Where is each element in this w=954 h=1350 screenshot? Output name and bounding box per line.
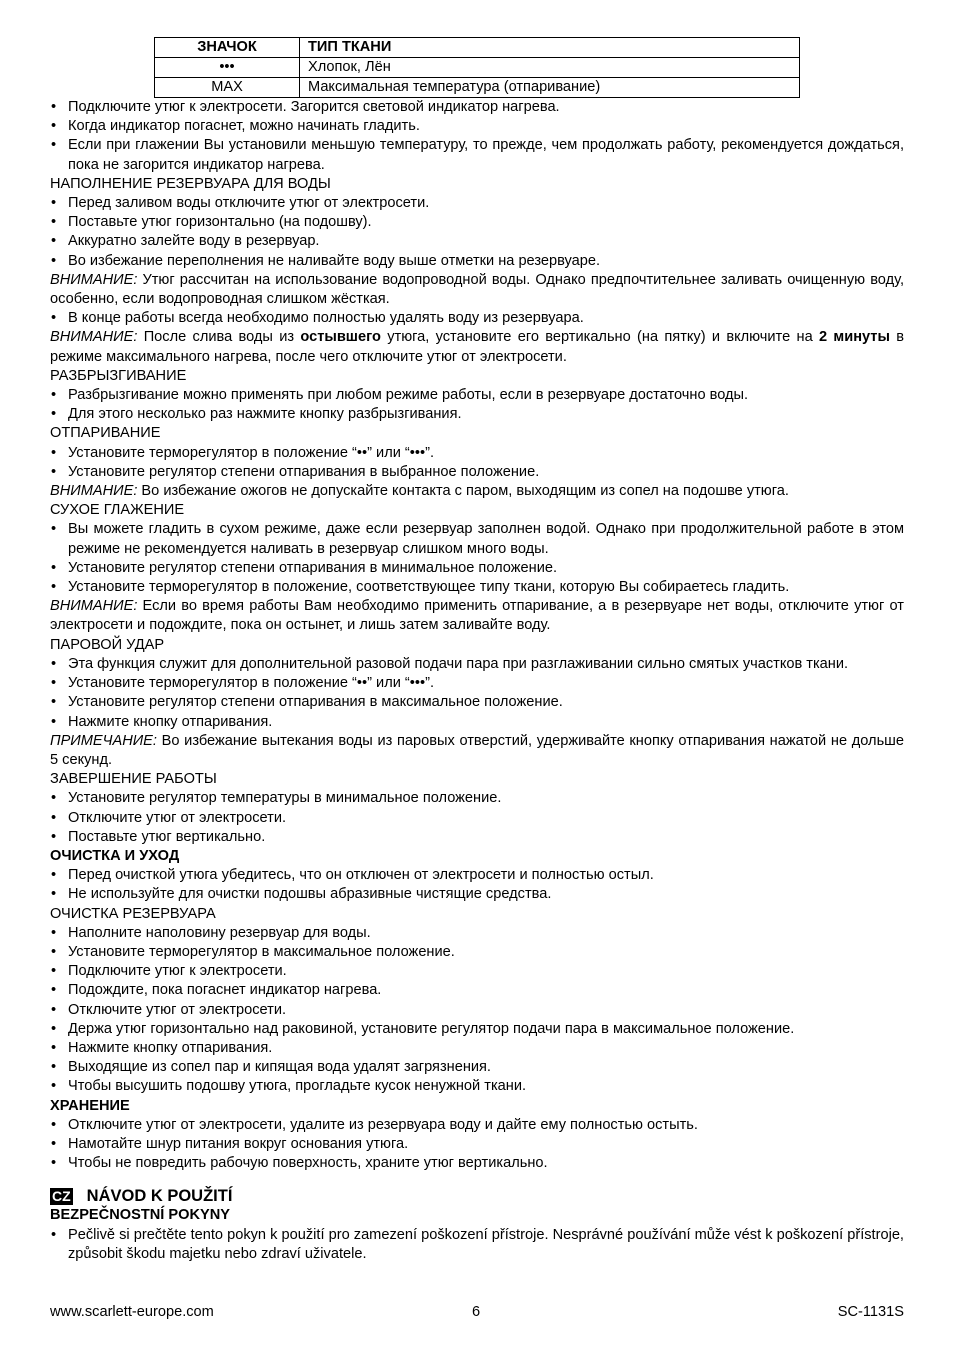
cz-list bbox=[50, 1226, 904, 1264]
note-text: в режиме максимального нагрева, после чего отключите утюг от электросети. bbox=[50, 329, 904, 365]
spraying-list bbox=[50, 386, 904, 424]
list-item: • Подключите утюг к электросети. Загорится световой индикатор нагрева. bbox=[50, 98, 904, 117]
list-item: • Подключите утюг к электросети. bbox=[50, 962, 904, 981]
list-item: • Установите терморегулятор в положение “••” или “•••”. bbox=[50, 674, 904, 693]
list-item: • Аккуратно залейте воду в резервуар. bbox=[50, 232, 904, 251]
list-item: • Во избежание переполнения не наливайте воду выше отметки на резервуаре. bbox=[50, 252, 904, 271]
section-heading: НАПОЛНЕНИЕ РЕЗЕРВУАРА ДЛЯ ВОДЫ bbox=[50, 175, 331, 192]
section-heading: ПАРОВОЙ УДАР bbox=[50, 636, 165, 653]
table-header-row bbox=[155, 38, 800, 58]
note-text: Во избежание ожогов не допускайте контакта с паром, выходящим из сопел на подошве утюга. bbox=[137, 483, 789, 500]
section-heading: СУХОЕ ГЛАЖЕНИЕ bbox=[50, 502, 185, 519]
tank-cleaning-list bbox=[50, 924, 904, 1097]
section-heading-bold: ХРАНЕНИЕ bbox=[50, 1097, 130, 1114]
list-item: • Отключите утюг от электросети. bbox=[50, 809, 904, 828]
section-heading: ОЧИСТКА РЕЗЕРВУАРА bbox=[50, 905, 216, 922]
list-item: • Перед очисткой утюга убедитесь, что он отключен от электросети и полностью остыл. bbox=[50, 866, 904, 885]
list-item: • Поставьте утюг горизонтально (на подошву). bbox=[50, 213, 904, 232]
list-item: • Установите терморегулятор в положение “••” или “•••”. bbox=[50, 444, 904, 463]
note-label: ВНИМАНИЕ: bbox=[50, 598, 138, 615]
note-label: ВНИМАНИЕ: bbox=[50, 329, 138, 346]
list-item: • Нажмите кнопку отпаривания. bbox=[50, 713, 904, 732]
list-item: • Перед заливом воды отключите утюг от электросети. bbox=[50, 194, 904, 213]
list-item: • Намотайте шнур питания вокруг основания утюга. bbox=[50, 1135, 904, 1154]
footer-page-number: 6 bbox=[472, 1304, 481, 1320]
note-emphasis: остывшего bbox=[300, 329, 381, 346]
finish-list bbox=[50, 789, 904, 847]
section-heading-bold: ОЧИСТКА И УХОД bbox=[50, 847, 180, 864]
footer-model: SC-1131S bbox=[837, 1304, 904, 1320]
list-item: • Когда индикатор погаснет, можно начинать гладить. bbox=[50, 117, 904, 136]
cz-title-text: NÁVOD K POUŽITÍ bbox=[86, 1187, 233, 1206]
note-text: Во избежание вытекания воды из паровых отверстий, удерживайте кнопку отпаривания нажатой не дольше 5 секунд. bbox=[50, 732, 904, 768]
note-text: После слива воды из bbox=[137, 329, 301, 346]
list-item: • Отключите утюг от электросети, удалите из резервуара воду и дайте ему полностью остыть. bbox=[50, 1116, 904, 1135]
list-item: • Держа утюг горизонтально над раковиной, установите регулятор подачи пара в максимальное положение. bbox=[50, 1020, 904, 1039]
list-item: • Наполните наполовину резервуар для воды. bbox=[50, 924, 904, 943]
list-item: • Отключите утюг от электросети. bbox=[50, 1001, 904, 1020]
list-item: • Установите регулятор степени отпаривания в максимальное положение. bbox=[50, 693, 904, 712]
list-item: • Установите терморегулятор в положение, соответствующее типу ткани, которую Вы собираетесь гладить. bbox=[50, 578, 904, 597]
list-item: • Установите регулятор степени отпаривания в выбранное положение. bbox=[50, 463, 904, 482]
section-heading: ЗАВЕРШЕНИЕ РАБОТЫ bbox=[50, 771, 217, 788]
filling-list-2 bbox=[50, 309, 904, 328]
footer-website: www.scarlett-europe.com bbox=[50, 1304, 214, 1320]
list-item: • Разбрызгивание можно применять при любом режиме работы, если в резервуаре достаточно воды. bbox=[50, 386, 904, 405]
intro-list bbox=[50, 98, 904, 175]
warning-note bbox=[50, 597, 904, 635]
instructions bbox=[50, 98, 904, 1264]
page-content bbox=[50, 37, 904, 1264]
list-item: • Подождите, пока погаснет индикатор нагрева. bbox=[50, 981, 904, 1000]
fabric-table bbox=[154, 37, 800, 98]
list-item: • Нажмите кнопку отпаривания. bbox=[50, 1039, 904, 1058]
table-cell: Максимальная температура (отпаривание) bbox=[300, 78, 800, 98]
list-item: • Эта функция служит для дополнительной разовой подачи пара при разглаживании сильно смятых участков ткани. bbox=[50, 655, 904, 674]
list-item: • Установите терморегулятор в максимальное положение. bbox=[50, 943, 904, 962]
care-list bbox=[50, 866, 904, 904]
section-heading: ОТПАРИВАНИЕ bbox=[50, 425, 161, 442]
note-label: ПРИМЕЧАНИЕ: bbox=[50, 732, 157, 749]
list-item: • Выходящие из сопел пар и кипящая вода удалят загрязнения. bbox=[50, 1058, 904, 1077]
dry-list bbox=[50, 520, 904, 597]
warning-note bbox=[50, 271, 904, 309]
table-row bbox=[155, 78, 800, 98]
filling-list bbox=[50, 194, 904, 271]
note-text: Если во время работы Вам необходимо применить отпаривание, а в резервуаре нет воды, отключите утюг от электросети и подождите, пока он остынет, и лишь затем заливайте воду. bbox=[50, 598, 904, 634]
section-heading-bold: BEZPEČNOSTNÍ POKYNY bbox=[50, 1207, 231, 1224]
section-heading: РАЗБРЫЗГИВАНИЕ bbox=[50, 367, 187, 384]
note-emphasis: 2 минуты bbox=[819, 329, 890, 346]
note-label: ВНИМАНИЕ: bbox=[50, 271, 138, 288]
list-item: • Если при глажении Вы установили меньшую температуру, то прежде, чем продолжать работу, рекомендуется дождаться, пока не загорится индикатор нагрева. bbox=[50, 136, 904, 174]
table-row bbox=[155, 58, 800, 78]
table-cell: Хлопок, Лён bbox=[300, 58, 800, 78]
cz-section-title bbox=[50, 1186, 904, 1206]
steam-shot-list bbox=[50, 655, 904, 732]
list-item: • Вы можете гладить в сухом режиме, даже если резервуар заполнен водой. Однако при продолжительной работе в этом режиме не рекомендуется наливать в резервуар слишком много воды. bbox=[50, 520, 904, 558]
table-cell: MAX bbox=[155, 78, 300, 98]
list-item: • Чтобы не повредить рабочую поверхность, храните утюг вертикально. bbox=[50, 1154, 904, 1173]
table-cell: ••• bbox=[155, 58, 300, 78]
table-header-cell: ТИП ТКАНИ bbox=[300, 38, 800, 58]
list-item: • Не используйте для очистки подошвы абразивные чистящие средства. bbox=[50, 885, 904, 904]
warning-note bbox=[50, 482, 904, 501]
language-badge: CZ bbox=[52, 1187, 71, 1204]
list-item: • Установите регулятор степени отпаривания в минимальное положение. bbox=[50, 559, 904, 578]
list-item: • Pečlivě si prečtěte tento pokyn k použití pro zamezení poškození přístroje. Nesprávné používání může vést k poškození přístroje, způsobit škodu majetku nebo zdraví uživatele. bbox=[50, 1226, 904, 1264]
warning-note bbox=[50, 328, 904, 366]
list-item: • Для этого несколько раз нажмите кнопку разбрызгивания. bbox=[50, 405, 904, 424]
note-text: Утюг рассчитан на использование водопроводной воды. Однако предпочтительнее заливать очищенную воду, особенно, если водопроводная слишком жёсткая. bbox=[50, 271, 904, 308]
storage-list bbox=[50, 1116, 904, 1174]
list-item: • Поставьте утюг вертикально. bbox=[50, 828, 904, 847]
list-item: • Установите регулятор температуры в минимальное положение. bbox=[50, 789, 904, 808]
note bbox=[50, 732, 904, 770]
list-item: • В конце работы всегда необходимо полностью удалять воду из резервуара. bbox=[50, 309, 904, 328]
steaming-list bbox=[50, 444, 904, 482]
list-item: • Чтобы высушить подошву утюга, прогладьте кусок ненужной ткани. bbox=[50, 1077, 904, 1096]
table-header-cell: ЗНАЧОК bbox=[155, 38, 300, 58]
note-label: ВНИМАНИЕ: bbox=[50, 483, 138, 500]
note-text: утюга, установите его вертикально (на пятку) и включите на bbox=[380, 329, 819, 346]
